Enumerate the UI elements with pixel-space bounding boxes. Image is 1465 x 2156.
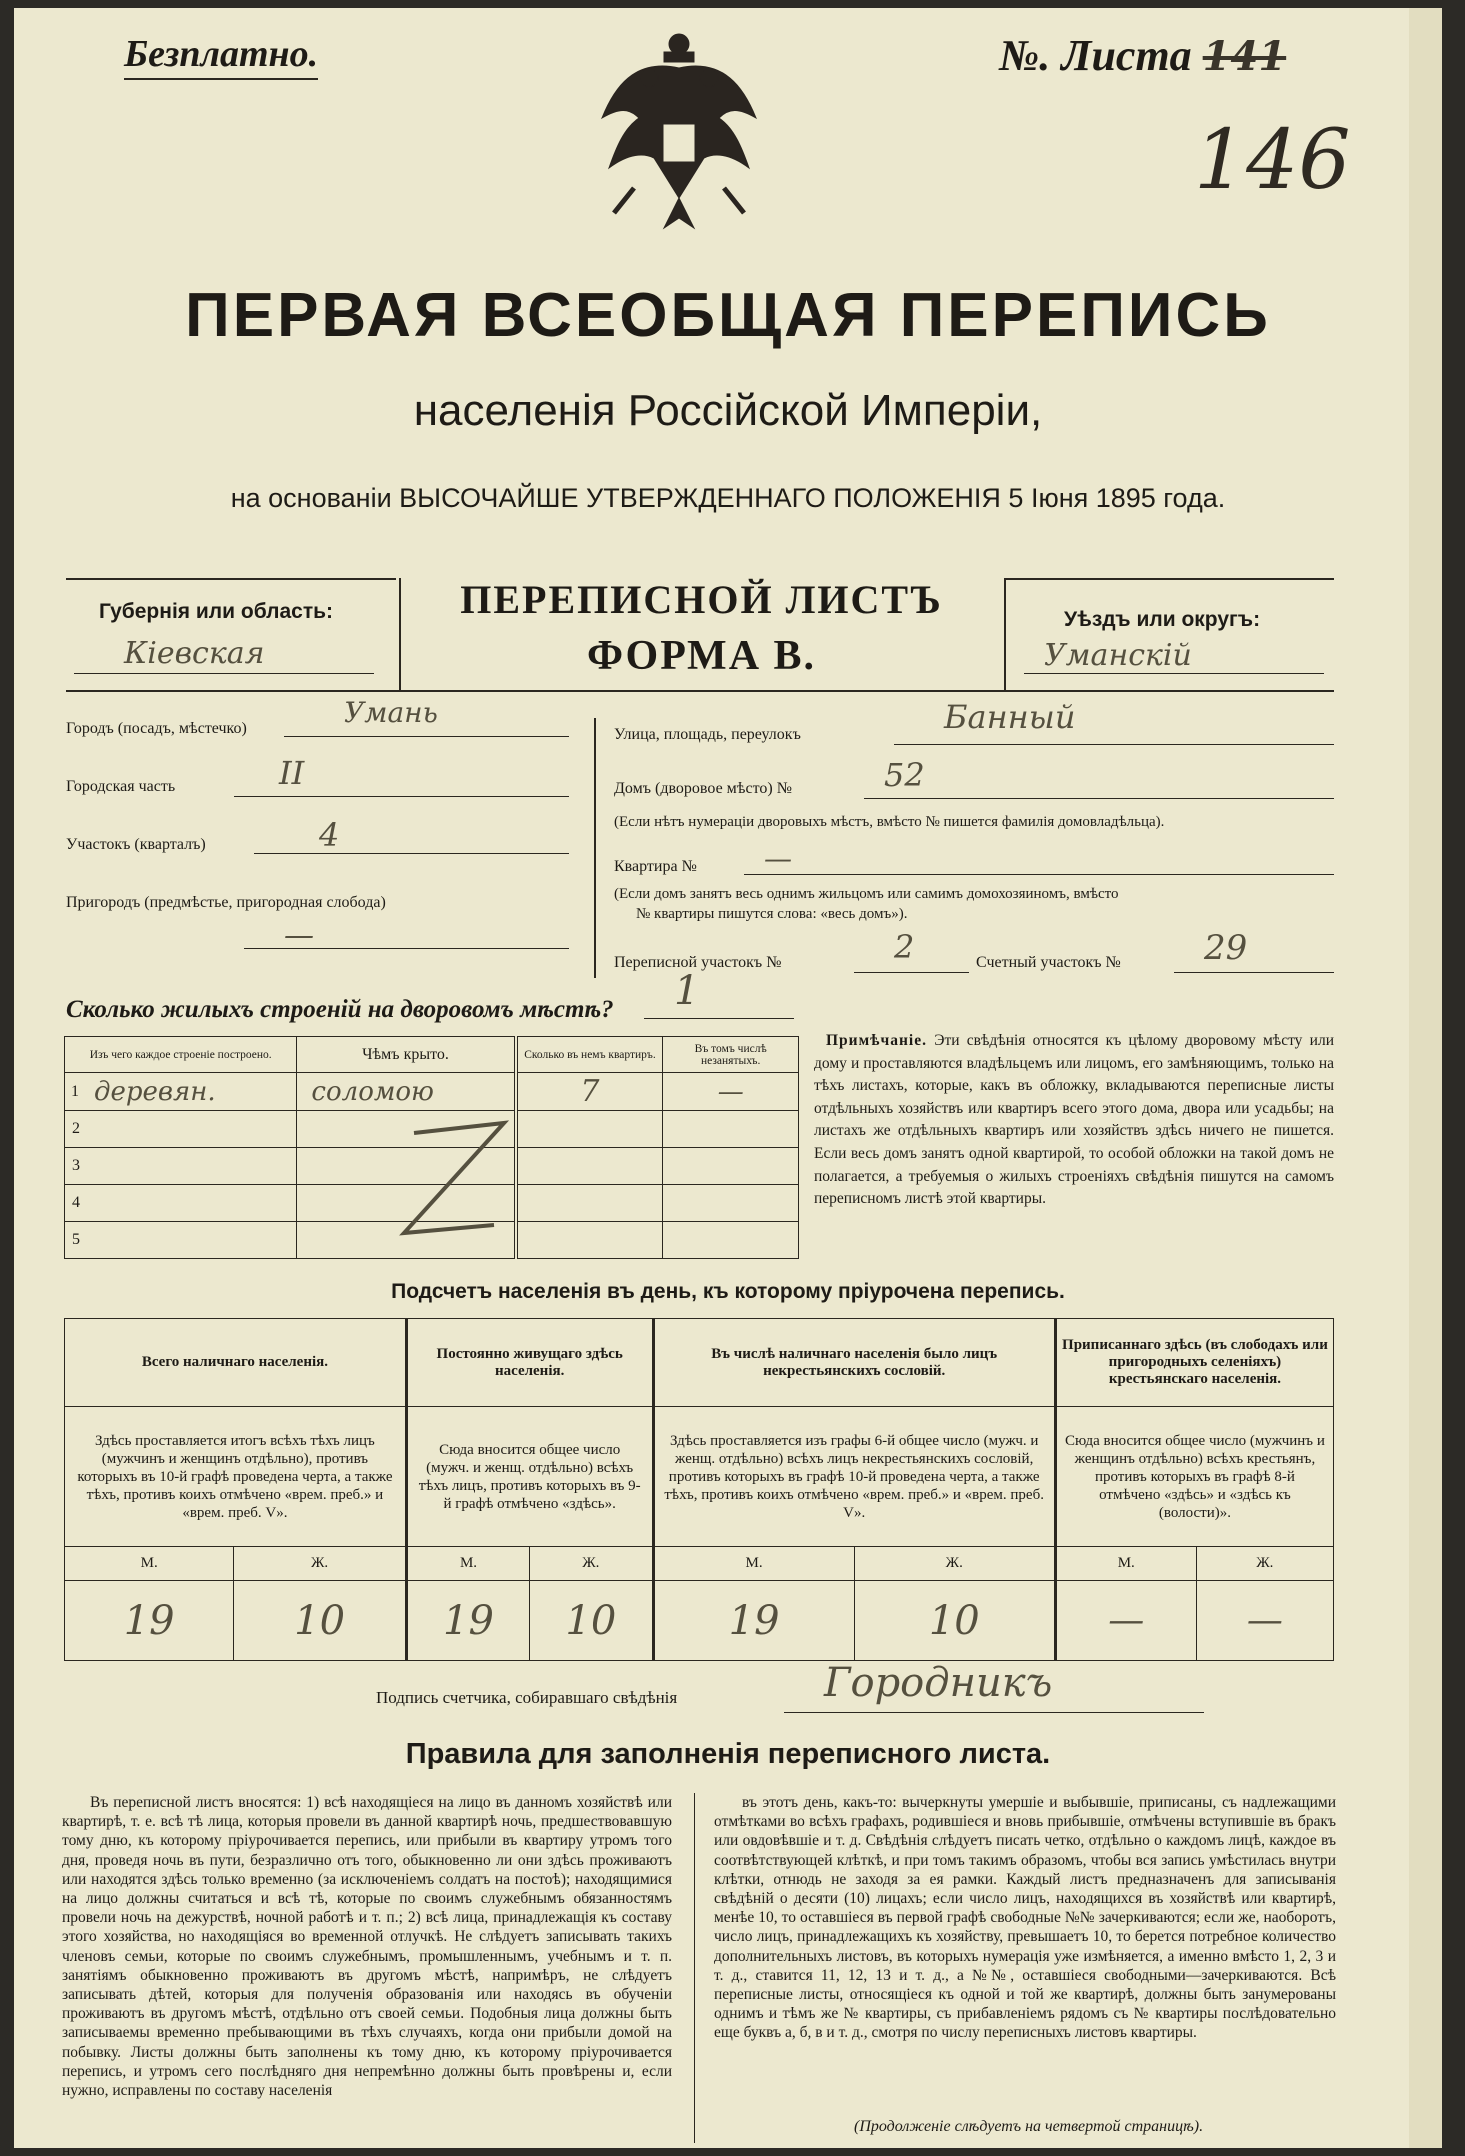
col-roof-header: Чѣмъ крыто. (297, 1037, 516, 1073)
sheet-number-crossed: 141 (1202, 33, 1287, 80)
table-row: 2 (65, 1111, 799, 1148)
pop-3-female: 10 (854, 1581, 1055, 1661)
free-label: Безплатно. (124, 32, 318, 80)
pop-2-male: 19 (406, 1581, 529, 1661)
pop-col-1-head: Всего наличнаго населенія. (65, 1319, 407, 1407)
gorod-label: Городъ (посадъ, мѣстечко) (66, 720, 247, 737)
count-area-value: 29 (1204, 928, 1248, 968)
signature-label: Подпись счетчика, собиравшаго свѣдѣнія (376, 1688, 678, 1707)
apt-note-1: (Если домъ занятъ весь однимъ жильцомъ или самимъ домохозяиномъ, вмѣсто (614, 886, 1119, 902)
pop-col-4-desc: Сюда вносится общее число (мужчинъ и женщинъ отдѣльно) всѣхъ крестьянъ, противъ которыхъ въ графѣ 8-й отмѣчено «здѣсь» и «здѣсь къ (волости)». (1055, 1407, 1333, 1547)
chast-label: Городская часть (66, 778, 176, 795)
population-title: Подсчетъ населенія въ день, къ которому пріурочена перепись. (391, 1280, 1065, 1303)
pop-3-male: 19 (653, 1581, 854, 1661)
double-headed-eagle-icon (594, 28, 764, 258)
col-apts-header: Сколько въ немъ квартиръ. (516, 1037, 663, 1073)
form-variant: ФОРМА В. (586, 633, 817, 679)
street-value: Банный (944, 698, 1076, 736)
sheet-label-text: №. Листа (999, 31, 1192, 80)
census-area-value: 2 (894, 928, 915, 966)
uezd-value: Уманскій (1044, 638, 1192, 673)
pop-1-female: 10 (234, 1581, 407, 1661)
uezd-label: Уѣздъ или округъ: (1064, 608, 1261, 631)
pop-col-3-head: Въ числѣ наличнаго населенія было лицъ некрестьянскихъ сословій. (653, 1319, 1055, 1407)
rules-title: Правила для заполненія переписного листа. (405, 1738, 1051, 1770)
rules-continued: (Продолженіе слѣдуетъ на четвертой страницѣ). (854, 2118, 1204, 2135)
pop-col-2-head: Постоянно живущаго здѣсь населенія. (406, 1319, 653, 1407)
pop-col-2-desc: Сюда вносится общее число (мужч. и женщ. отдѣльно) всѣхъ тѣхъ лицъ, противъ которыхъ въ 9-й графѣ отмѣчено «здѣсь». (406, 1407, 653, 1547)
f-label: Ж. (1196, 1547, 1333, 1581)
pop-2-female: 10 (530, 1581, 653, 1661)
apt-label: Квартира № (614, 858, 697, 875)
street-label: Улица, площадь, переулокъ (614, 726, 801, 743)
count-area-label: Счетный участокъ № (976, 954, 1121, 971)
house-label: Домъ (дворовое мѣсто) № (614, 780, 792, 797)
census-area-label: Переписной участокъ № (614, 954, 782, 971)
house-value: 52 (884, 756, 925, 794)
col-material-header: Изъ чего каждое строеніе построено. (65, 1037, 297, 1073)
basis-line: на основаніи ВЫСОЧАЙШЕ УТВЕРЖДЕННАГО ПОЛОЖЕНІЯ 5 Іюня 1895 года. (230, 483, 1226, 513)
note-title: Примѣчаніе. (826, 1032, 927, 1049)
buildings-question: Сколько жилыхъ строеній на дворовомъ мѣстѣ? (66, 996, 614, 1023)
pop-4-female: — (1196, 1581, 1333, 1661)
sheet-number-label (999, 30, 1286, 81)
main-title: ПЕРВАЯ ВСЕОБЩАЯ ПЕРЕПИСЬ (185, 281, 1271, 350)
uchastok-value: 4 (319, 816, 340, 854)
house-note: (Если нѣтъ нумераціи дворовыхъ мѣстъ, вмѣсто № пишется фамилія домовладѣльца). (614, 814, 1165, 830)
chast-value: II (279, 754, 305, 792)
prigorod-label: Пригородъ (предмѣстье, пригородная слобода) (66, 894, 386, 911)
population-table (64, 1318, 1334, 1661)
m-label: М. (653, 1547, 854, 1581)
hand-z-strike (384, 1113, 514, 1243)
pop-col-4-head: Приписаннаго здѣсь (въ слободахъ или пригородныхъ селеніяхъ) крестьянскаго населенія. (1055, 1319, 1333, 1407)
note-text: Эти свѣдѣнія относятся къ цѣлому дворовому мѣсту или дому и проставляются владѣльцемъ или лицомъ, его замѣняющимъ, только на тѣхъ листахъ, которые, какъ въ обложку, вкладываются переписные листы отдѣльныхъ хозяйствъ или квартиръ всего этого дома, двора или усадьбы; на листахъ же отдѣльныхъ квартиръ или хозяйствъ здѣсь ничего не пишется. Если весь домъ занятъ одной квартирой, то особой обложки на такой домъ не полагается, а требуемыя о жилыхъ строеніяхъ свѣдѣнія пишутся на самомъ переписномъ листѣ этой квартиры. (814, 1032, 1335, 1208)
sheet-number-handwritten: 146 (1194, 113, 1351, 208)
pop-4-male: — (1055, 1581, 1196, 1661)
col-vacant-header: Въ томъ числѣ незанятыхъ. (663, 1037, 799, 1073)
pop-1-male: 19 (65, 1581, 234, 1661)
f-label: Ж. (530, 1547, 653, 1581)
table-row: 4 (65, 1185, 799, 1222)
buildings-note (814, 1030, 1334, 1211)
gubernia-value: Кіевская (124, 636, 265, 671)
census-form-page (14, 8, 1442, 2148)
rules-right-column: въ этотъ день, какъ-то: вычеркнуты умершіе и выбывшіе, приписаны, съ надлежащими отмѣтками во всѣхъ графахъ, родившіеся и вновь прибывшіе, отмѣчены вступившіе въ бракъ или овдовѣвшіе и т. д. Свѣдѣнія слѣдуетъ писать четко, отдѣльно о каждомъ лицѣ, каждое въ соотвѣтствующей клѣткѣ, и при томъ такимъ образомъ, чтобы вся запись умѣстилась внутри клѣтки, отнюдь не заходя за ея рамки. Каждый листъ предназначенъ для записыванія свѣдѣній о десяти (10) лицахъ; если число лицъ, находящихся въ хозяйствѣ или квартирѣ, менѣе 10, то оставшіеся въ первой графѣ свободные №№ зачеркиваются; если же, наоборотъ, число лицъ, принадлежащихъ къ хозяйству, превышаетъ 10, то берется потребное количество дополнительныхъ листовъ, въ которыхъ нумерація уже измѣняется, а именно вмѣсто 1, 2, 3 и т. д., ставится 11, 12, 13 и т. д., а №№, оставшіеся свободными—зачеркиваются. Всѣ переписные листы, относящіеся къ одной и той же квартирѣ, должны быть занумерованы однимъ и тѣмъ же № квартиры, съ прибавленіемъ рядомъ съ № квартиры послѣдовательно еще буквъ а, б, в и т. д., смотря по числу переписныхъ листовъ квартиры. (714, 1794, 1336, 2042)
gubernia-label: Губернія или область: (99, 600, 334, 623)
signature-value: Городникъ (824, 1660, 1053, 1706)
table-row: 3 (65, 1148, 799, 1185)
pop-col-1-desc: Здѣсь проставляется итогъ всѣхъ тѣхъ лицъ (мужчинъ и женщинъ отдѣльно), противъ которыхъ въ 10-й графѣ проведена черта, а также тѣхъ, противъ коихъ отмѣчено «врем. преб.» и «врем. преб. V». (65, 1407, 407, 1547)
f-label: Ж. (854, 1547, 1055, 1581)
gorod-value: Умань (344, 696, 438, 729)
m-label: М. (65, 1547, 234, 1581)
uchastok-label: Участокъ (кварталъ) (66, 836, 206, 853)
prigorod-value: — (284, 918, 314, 953)
paper-edge (1409, 8, 1442, 2148)
f-label: Ж. (234, 1547, 407, 1581)
apt-note-2: № квартиры пишутся слова: «весь домъ»). (636, 906, 908, 922)
table-row: 1 деревян. соломою 7 — (65, 1073, 799, 1111)
apt-value: — (764, 842, 792, 875)
buildings-answer: 1 (674, 968, 700, 1014)
pop-col-3-desc: Здѣсь проставляется изъ графы 6-й общее число (мужч. и женщ. отдѣльно) всѣхъ лицъ некрестьянскихъ сословій, противъ которыхъ въ графѣ 10-й проведена черта, а также тѣхъ, противъ коихъ отмѣчено «врем. преб.» и «врем. преб. V». (653, 1407, 1055, 1547)
m-label: М. (1055, 1547, 1196, 1581)
table-row: 5 (65, 1222, 799, 1259)
form-title: ПЕРЕПИСНОЙ ЛИСТЪ (460, 577, 943, 622)
rules-left-column: Въ переписной листъ вносятся: 1) всѣ находящіеся на лицо въ данномъ хозяйствѣ или квартирѣ, т. е. всѣ тѣ лица, которыя провели въ данной квартирѣ ночь, предшествовавшую тому дню, къ которому пріурочивается перепись, или прибыли въ квартиру утромъ того дня, проведя ночь въ пути, безразлично отъ того, обыкновенно ли они здѣсь проживаютъ или находятся здѣсь только временно (за исключеніемъ солдатъ на постоѣ); находящимися на лицо должны считаться и всѣ тѣ, которые по своимъ служебнымъ обязанностямъ провели ночь на дежурствѣ, ночной работѣ и т. п.; 2) всѣ лица, принадлежащія къ составу этого хозяйства, но находящіяся во временной отлучкѣ. Не слѣдуетъ записывать такихъ членовъ семьи, которые по своимъ служебнымъ, промышленнымъ, учебнымъ и т. п. занятіямъ обыкновенно проживаютъ въ другомъ мѣстѣ, напримѣръ, не слѣдуетъ записывать дѣтей, которыя для полученія образованія или находясь въ обученіи проживаютъ въ другомъ мѣстѣ, отдѣльно отъ своей семьи. Подобныя лица должны быть записываемы временно пребывающими въ тѣхъ случаяхъ, когда они прибыли домой на побывку. Листы должны быть заполнены къ тому дню, къ которому пріурочивается перепись, и утромъ сего послѣдняго дня непремѣнно должны быть провѣрены и, если нужно, исправлены по составу населенія (62, 1794, 672, 2100)
sub-title: населенія Россійской Имперіи, (413, 386, 1043, 435)
m-label: М. (406, 1547, 529, 1581)
